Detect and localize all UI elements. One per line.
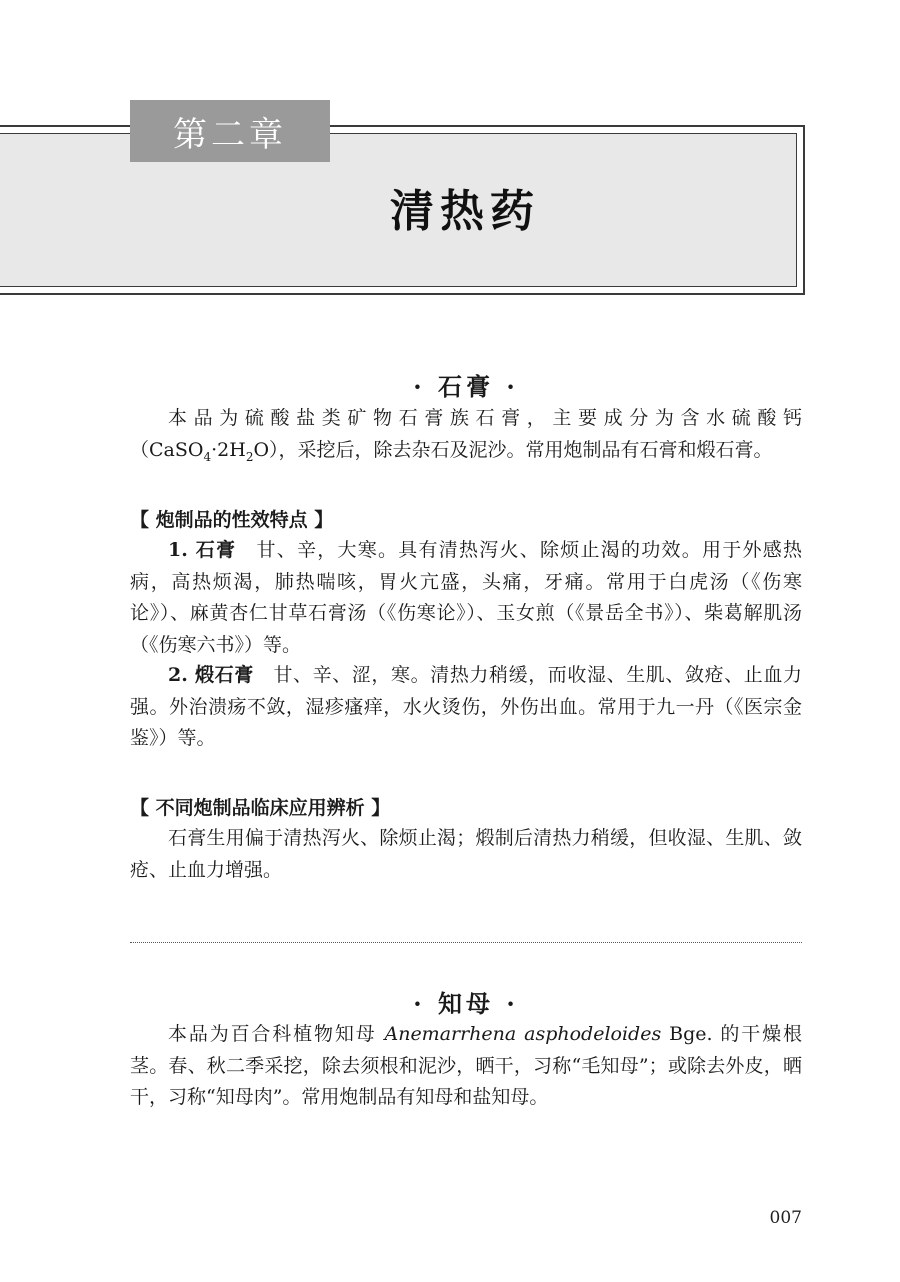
subhead-clinical-analysis: 【 不同炮制品临床应用辨析 】 — [130, 797, 391, 819]
chapter-label: 第二章 — [130, 100, 330, 162]
item-duanshigao — [130, 660, 802, 755]
shigao-intro-a: 本品为硫酸盐类矿物石膏族石膏，主要成分为含水硫酸钙（CaSO — [130, 407, 802, 461]
subhead-processed-properties: 【 炮制品的性效特点 】 — [130, 509, 334, 531]
section-heading-shigao: · 石膏 · — [413, 372, 519, 401]
formula-mid: ·2H — [211, 438, 246, 461]
formula-sub-4: 4 — [203, 449, 212, 464]
shigao-intro-b: O），采挖后，除去杂石及泥沙。常用炮制品有石膏和煅石膏。 — [253, 438, 773, 461]
formula-sub-2: 2 — [245, 449, 254, 464]
item-shigao-title: 1. 石膏 — [168, 539, 237, 561]
item-shigao — [130, 535, 802, 661]
zhimu-intro-a: 本品为百合科植物知母 — [168, 1023, 385, 1045]
section-heading-zhimu: · 知母 · — [413, 989, 519, 1018]
analysis-text: 石膏生用偏于清热泻火、除烦止渴；煅制后清热力稍缓，但收湿、生肌、敛疮、止血力增强。 — [130, 827, 802, 881]
page-number: 007 — [769, 1208, 802, 1228]
latin-name: Anemarrhena asphodeloides — [384, 1023, 662, 1045]
zhimu-intro — [130, 1019, 802, 1114]
section-divider — [130, 942, 802, 943]
shigao-intro — [130, 403, 802, 473]
chapter-title: 清热药 — [390, 186, 540, 237]
item-duanshigao-text: 甘、辛、涩，寒。清热力稍缓，而收湿、生肌、敛疮、止血力强。外治溃疡不敛，湿疹瘙痒，水火烫伤，外伤出血。常用于九一丹（《医宗金鉴》）等。 — [130, 664, 802, 749]
item-duanshigao-title: 2. 煅石膏 — [168, 664, 254, 686]
item-shigao-text: 甘、辛，大寒。具有清热泻火、除烦止渴的功效。用于外感热病，高热烦渴，肺热喘咳，胃火亢盛，头痛，牙痛。常用于白虎汤（《伤寒论》）、麻黄杏仁甘草石膏汤（《伤寒论》）、玉女煎（《景岳全书》）、柴葛解肌汤（《伤寒六书》）等。 — [130, 539, 802, 656]
zhimu-intro-b: Bge. 的干燥根茎。春、秋二季采挖，除去须根和泥沙，晒干，习称“毛知母”；或除去外皮，晒干，习称“知母肉”。常用炮制品有知母和盐知母。 — [130, 1023, 802, 1108]
